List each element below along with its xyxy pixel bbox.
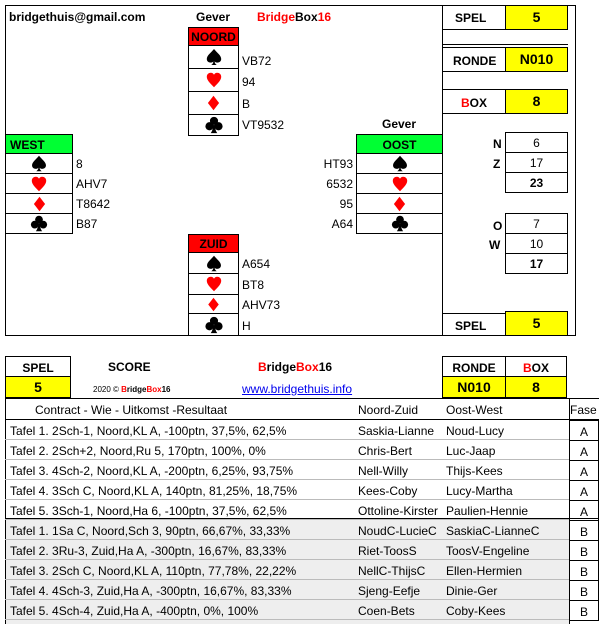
brand-logo [257,10,331,24]
box-label: BOX [442,89,506,114]
score-ronde-label: RONDE [442,356,506,377]
col-ow-header: Oost-West [446,403,503,417]
noord-label: NOORD [188,27,239,46]
spel-value-top: 5 [505,5,568,30]
fase-cell: B [569,540,599,561]
contract-cell: Tafel 1. 1Sa C, Noord,Sch 3, 90ptn, 66,67%, 33,33% [10,524,291,538]
oost-spades: HT93 [323,157,353,171]
score-box-label: BOX [505,356,567,377]
contract-cell: Tafel 5. 4Sch-4, Zuid,Ha A, -400ptn, 0%, 100% [10,604,259,618]
ow-pair-cell: Ellen-Hermien [446,564,523,578]
west-diamonds: T8642 [76,197,111,211]
ronde-label: RONDE [442,47,506,72]
spel-value-bottom: 5 [505,311,568,336]
table-row [6,540,599,560]
hcp-z-label: Z [493,157,501,171]
fase-cell: A [569,500,599,521]
score-spel-label: SPEL [5,356,71,377]
spel-label-bottom: SPEL [442,313,506,336]
oost-label: OOST [356,134,443,154]
nz-pair-cell: Kees-Coby [358,484,418,498]
west-hearts: AHV7 [76,177,108,191]
ow-pair-cell: Noud-Lucy [446,424,505,438]
hcp-w-label: W [489,238,501,252]
oost-diamonds: 95 [339,197,353,211]
table-row [6,560,599,580]
ow-pair-cell: Paulien-Hennie [446,504,529,518]
contract-cell: Tafel 2. 2Sch+2, Noord,Ru 5, 170ptn, 100%, 0% [10,444,266,458]
noord-diamonds: B [242,97,251,111]
noord-hearts: 94 [242,75,256,89]
contract-cell: Tafel 4. 4Sch-3, Zuid,Ha A, -300ptn, 16,67%, 83,33% [10,584,292,598]
ow-pair-cell: Lucy-Martha [446,484,513,498]
fase-cell: A [569,460,599,481]
hcp-w-value: 10 [505,233,568,254]
nz-pair-cell: Ottoline-Kirster [358,504,439,518]
zuid-spade-icon [188,252,239,274]
brand-b: Bridge [257,10,296,24]
ow-pair-cell: Coby-Kees [446,604,506,618]
noord-diamond-icon [188,91,239,115]
west-clubs: B87 [76,217,98,231]
hcp-ns-total: 23 [505,172,568,193]
zuid-label: ZUID [188,234,239,253]
contract-cell: Tafel 5. 3Sch-1, Noord,Ha 6, -100ptn, 37,5%, 62,5% [10,504,287,518]
hcp-ow-total: 17 [505,253,568,274]
fase-cell: B [569,600,599,621]
contract-cell: Tafel 3. 4Sch-2, Noord,KL A, -200ptn, 6,25%, 93,75% [10,464,294,478]
oost-hearts: 6532 [326,177,353,191]
score-label: SCORE [108,360,151,374]
noord-clubs: VT9532 [242,118,285,132]
score-brand-logo: BridgeBox16 [258,360,333,374]
score-ronde-value: N010 [442,376,506,398]
nz-pair-cell: NellC-ThijsC [358,564,426,578]
fase-cell: A [569,480,599,501]
fase-cell: A [569,440,599,461]
oost-dealer-label: Gever [382,117,417,131]
zuid-club-icon [188,313,239,336]
nz-pair-cell: Coen-Bets [358,604,415,618]
nz-pair-cell: Nell-Willy [358,464,408,478]
west-spades: 8 [76,157,83,171]
email-address: bridgethuis@gmail.com [9,10,146,24]
dealer-label: Gever [196,10,231,24]
zuid-spades: A654 [242,257,271,271]
zuid-hearts: BT8 [242,278,265,292]
col-nz-header: Noord-Zuid [358,403,419,417]
west-spade-icon [5,153,73,174]
table-row [6,580,599,600]
ow-pair-cell: Dinie-Ger [446,584,498,598]
oost-club-icon [356,213,443,234]
brand-box: Box [295,10,318,24]
west-diamond-icon [5,193,73,214]
score-box-value: 8 [505,376,567,398]
hcp-z-value: 17 [505,152,568,173]
fase-cell: B [569,520,599,541]
noord-spades: VB72 [242,54,272,68]
ow-pair-cell: Thijs-Kees [446,464,503,478]
table-row [6,420,599,440]
fase-cell: B [569,580,599,601]
ow-pair-cell: Luc-Jaap [446,444,496,458]
results-header [6,399,599,419]
west-label: WEST [5,134,73,154]
table-row [6,460,599,480]
ow-pair-cell: SaskiaC-LianneC [446,524,540,538]
table-row [6,480,599,500]
zuid-diamonds: AHV73 [242,298,281,312]
zuid-diamond-icon [188,294,239,314]
col-fase-header: Fase [570,403,597,417]
contract-cell: Tafel 4. 3Sch C, Noord,KL A, 140ptn, 81,25%, 18,75% [10,484,298,498]
score-spel-value: 5 [5,376,71,398]
zuid-heart-icon [188,273,239,295]
noord-heart-icon [188,68,239,92]
contract-cell: Tafel 3. 2Sch C, Noord,KL A, 110ptn, 77,78%, 22,22% [10,564,297,578]
oost-spade-icon [356,153,443,174]
hcp-n-label: N [493,137,502,151]
contract-cell: Tafel 1. 2Sch-1, Noord,KL A, -100ptn, 37,5%, 62,5% [10,424,287,438]
table-row [6,500,599,520]
contract-cell: Tafel 2. 3Ru-3, Zuid,Ha A, -300ptn, 16,67%, 83,33% [10,544,287,558]
nz-pair-cell: Saskia-Lianne [358,424,435,438]
noord-club-icon [188,114,239,136]
nz-pair-cell: NoudC-LucieC [358,524,437,538]
west-club-icon [5,213,73,234]
brand-16: 16 [317,10,332,24]
oost-heart-icon [356,173,443,194]
table-row [6,440,599,460]
copyright: 2020 © BridgeBox16 [93,385,171,394]
fase-cell: B [569,560,599,581]
table-row [6,600,599,620]
fase-cell: A [569,420,599,441]
zuid-clubs: H [242,319,251,333]
oost-diamond-icon [356,193,443,214]
table-row [6,520,599,540]
website-link[interactable]: www.bridgethuis.info [242,382,353,396]
hcp-n-value: 6 [505,132,568,153]
col-contract-header: Contract - Wie - Uitkomst -Resultaat [35,403,228,417]
nz-pair-cell: Sjeng-Eefje [358,584,421,598]
spel-label-top: SPEL [442,5,506,30]
box-value: 8 [505,89,568,114]
hcp-o-value: 7 [505,213,568,234]
nz-pair-cell: Chris-Bert [358,444,413,458]
west-heart-icon [5,173,73,194]
ow-pair-cell: ToosV-Engeline [446,544,530,558]
hcp-o-label: O [493,219,503,233]
nz-pair-cell: Riet-ToosS [358,544,417,558]
noord-spade-icon [188,45,239,69]
ronde-value: N010 [505,47,568,72]
oost-clubs: A64 [331,217,353,231]
